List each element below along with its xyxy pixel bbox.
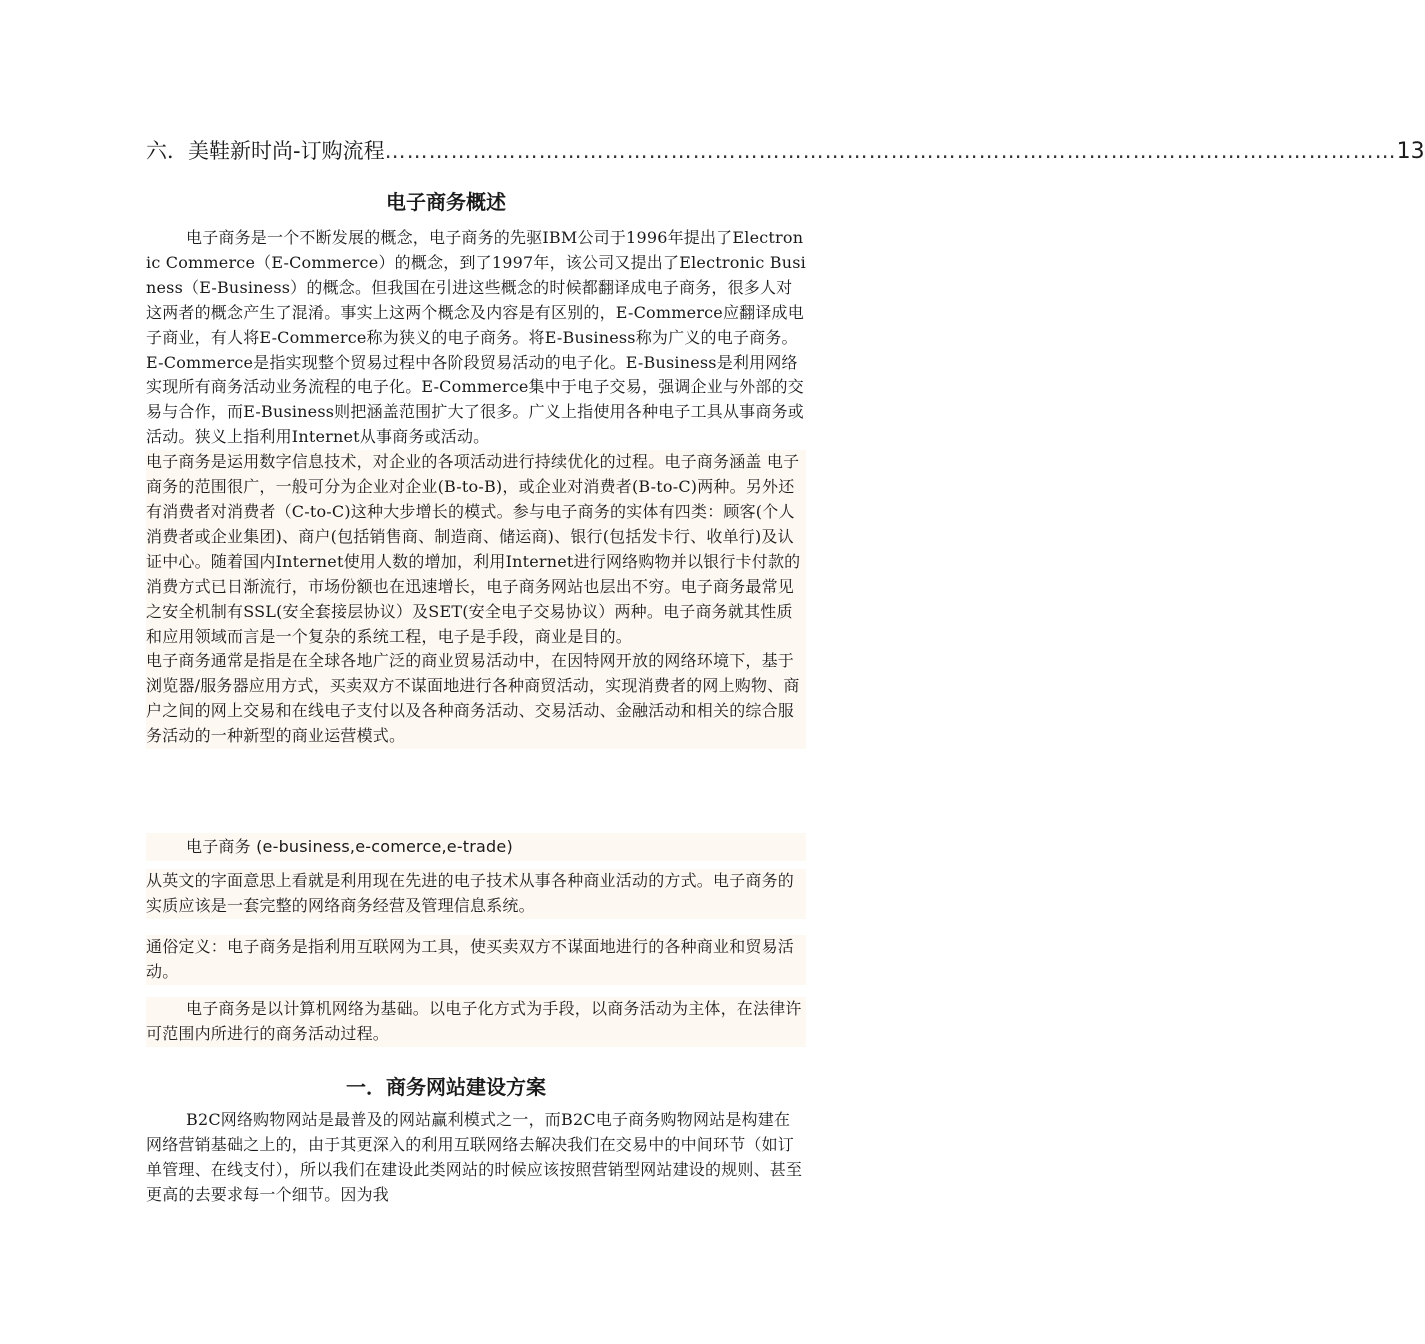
paragraph-english-meaning: 从英文的字面意思上看就是利用现在先进的电子技术从事各种商业活动的方式。电子商务的实质应该是一套完整的网络商务经营及管理信息系统。 <box>146 869 806 919</box>
paragraph-b2c: B2C网络购物网站是最普及的网站赢利模式之一，而B2C电子商务购物网站是构建在网络营销基础之上的，由于其更深入的利用互联网络去解决我们在交易中的中间环节（如订单管理、在线支付），所以我们在建设此类网站的时候应该按照营销型网站建设的规则、甚至更高的去要求每一个细节。因为我 <box>146 1110 803 1204</box>
paragraph-english-meaning-line <box>146 833 806 861</box>
section-heading-website-plan: 一．商务网站建设方案 <box>346 1075 546 1099</box>
popular-definition-block <box>146 935 806 985</box>
network-basis-block <box>146 997 806 1047</box>
paragraph-definition: 电子商务通常是指是在全球各地广泛的商业贸易活动中，在因特网开放的网络环境下，基于浏览器/服务器应用方式，买卖双方不谋面地进行各种商贸活动，实现消费者的网上购物、商户之间的网上交易和在线电子支付以及各种商务活动、交易活动、金融活动和相关的综合服务活动的一种新型的商业运营模式。 <box>146 649 806 749</box>
toc-entry[interactable] <box>146 136 1425 167</box>
term-label: 电子商务 <box>186 837 251 856</box>
toc-entry-title: 六．美鞋新时尚-订购流程 <box>146 139 385 163</box>
paragraph-concept: 电子商务是一个不断发展的概念，电子商务的先驱IBM公司于1996年提出了Electronic Commerce（E-Commerce）的概念，到了1997年，该公司又提出了Electronic Business（E-Business）的概念。但我国在引进这些概念的时候都翻译成电子商务，很多人对这两者的概念产生了混淆。事实上这两个概念及内容是有区别的，E-Commerce应翻译成电子商业，有人将E-Commerce称为狭义的电子商务。将E-Business称为广义的电子商务。E-Commerce是指实现整个贸易过程中各阶段贸易活动的电子化。E-Business是利用网络实现所有商务活动业务流程的电子化。E-Commerce集中于电子交易，强调企业与外部的交易与合作，而E-Business则把涵盖范围扩大了很多。广义上指使用各种电子工具从事商务或活动。狭义上指利用Internet从事商务或活动。 <box>146 228 806 447</box>
toc-page-number: 13 <box>1396 139 1425 164</box>
website-plan-body <box>146 1108 806 1208</box>
english-terms: (e-business,e-comerce,e-trade) <box>256 837 513 856</box>
english-meaning-block <box>146 833 806 919</box>
paragraph-network-basis: 电子商务是以计算机网络为基础。以电子化方式为手段，以商务活动为主体，在法律许可范围内所进行的商务活动过程。 <box>146 997 806 1047</box>
section-heading-overview: 电子商务概述 <box>386 190 506 214</box>
overview-body <box>146 226 806 749</box>
toc-leader-dots: ………………………………………………………………………………………………………………………… <box>384 139 1397 163</box>
paragraph-scope: 电子商务是运用数字信息技术，对企业的各项活动进行持续优化的过程。电子商务涵盖 电子商务的范围很广，一般可分为企业对企业(B-to-B)，或企业对消费者(B-to-C)两种。另外还有消费者对消费者（C-to-C)这种大步增长的模式。参与电子商务的实体有四类：顾客(个人消费者或企业集团)、商户(包括销售商、制造商、储运商)、银行(包括发卡行、收单行)及认证中心。随着国内Internet使用人数的增加，利用Internet进行网络购物并以银行卡付款的消费方式已日渐流行，市场份额也在迅速增长，电子商务网站也层出不穷。电子商务最常见之安全机制有SSL(安全套接层协议）及SET(安全电子交易协议）两种。电子商务就其性质和应用领域而言是一个复杂的系统工程，电子是手段，商业是目的。 <box>146 450 806 649</box>
paragraph-popular-definition: 通俗定义：电子商务是指利用互联网为工具，使买卖双方不谋面地进行的各种商业和贸易活动。 <box>146 935 806 985</box>
